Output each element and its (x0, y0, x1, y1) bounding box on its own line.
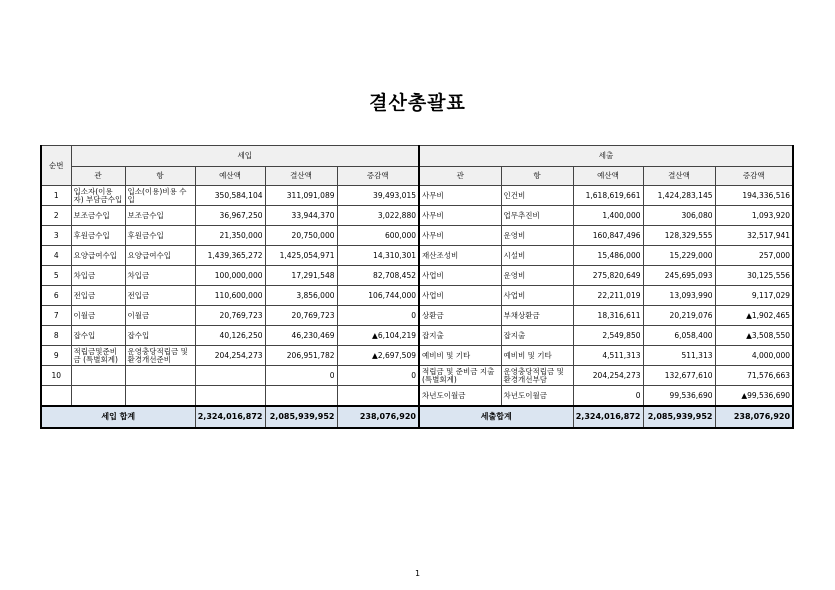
revenue-settlement-cell: 1,425,054,971 (265, 246, 337, 266)
expenditure-hang-header: 항 (501, 167, 573, 186)
expenditure-hang-cell: 예비비 및 기타 (501, 346, 573, 366)
table-row (41, 386, 793, 407)
expenditure-gwan-cell: 적립금 및 준비금 지출(특별회계) (419, 366, 501, 386)
expenditure-gwan-cell: 잡지출 (419, 326, 501, 346)
revenue-hang-cell (125, 366, 195, 386)
revenue-gwan-cell (71, 386, 125, 407)
revenue-hang-cell: 후원금수입 (125, 226, 195, 246)
table-row (41, 266, 793, 286)
revenue-gwan-header: 관 (71, 167, 125, 186)
revenue-total-settlement: 2,085,939,952 (265, 406, 337, 428)
expenditure-diff-cell: 1,093,920 (715, 206, 793, 226)
revenue-header: 세입 (71, 146, 419, 167)
revenue-budget-cell: 100,000,000 (195, 266, 265, 286)
expenditure-budget-cell: 204,254,273 (573, 366, 643, 386)
revenue-hang-cell: 이월금 (125, 306, 195, 326)
revenue-diff-cell: 600,000 (337, 226, 419, 246)
expenditure-settlement-cell: 1,424,283,145 (643, 186, 715, 206)
revenue-gwan-cell: 이월금 (71, 306, 125, 326)
expenditure-hang-cell: 운영비 (501, 266, 573, 286)
revenue-settlement-cell: 311,091,089 (265, 186, 337, 206)
expenditure-settlement-cell: 132,677,610 (643, 366, 715, 386)
order-header: 순번 (41, 146, 71, 186)
revenue-budget-cell: 21,350,000 (195, 226, 265, 246)
expenditure-gwan-cell: 차년도이월금 (419, 386, 501, 407)
table-row (41, 346, 793, 366)
expenditure-budget-cell: 1,400,000 (573, 206, 643, 226)
revenue-hang-cell (125, 386, 195, 407)
revenue-settlement-cell: 206,951,782 (265, 346, 337, 366)
revenue-diff-header: 증감액 (337, 167, 419, 186)
revenue-budget-cell: 350,584,104 (195, 186, 265, 206)
expenditure-total-settlement: 2,085,939,952 (643, 406, 715, 428)
table-row (41, 206, 793, 226)
expenditure-settlement-cell: 306,080 (643, 206, 715, 226)
order-cell: 3 (41, 226, 71, 246)
revenue-total-diff: 238,076,920 (337, 406, 419, 428)
expenditure-gwan-cell: 사업비 (419, 266, 501, 286)
revenue-settlement-cell: 46,230,469 (265, 326, 337, 346)
revenue-hang-cell: 차입금 (125, 266, 195, 286)
order-cell: 1 (41, 186, 71, 206)
revenue-diff-cell: 106,744,000 (337, 286, 419, 306)
expenditure-gwan-header: 관 (419, 167, 501, 186)
revenue-budget-cell (195, 366, 265, 386)
table-row (41, 286, 793, 306)
revenue-gwan-cell: 후원금수입 (71, 226, 125, 246)
expenditure-settlement-cell: 99,536,690 (643, 386, 715, 407)
expenditure-hang-cell: 운영충당적립금 및 환경개선부담 (501, 366, 573, 386)
expenditure-gwan-cell: 예비비 및 기타 (419, 346, 501, 366)
revenue-budget-cell: 110,600,000 (195, 286, 265, 306)
expenditure-gwan-cell: 상환금 (419, 306, 501, 326)
expenditure-diff-cell: 30,125,556 (715, 266, 793, 286)
expenditure-budget-cell: 15,486,000 (573, 246, 643, 266)
order-cell: 5 (41, 266, 71, 286)
revenue-settlement-cell: 20,769,723 (265, 306, 337, 326)
expenditure-hang-cell: 잡지출 (501, 326, 573, 346)
expenditure-total-label: 세출합계 (419, 406, 573, 428)
expenditure-hang-cell: 차년도이월금 (501, 386, 573, 407)
expenditure-settlement-cell: 13,093,990 (643, 286, 715, 306)
order-cell: 10 (41, 366, 71, 386)
revenue-settlement-cell: 20,750,000 (265, 226, 337, 246)
table-row (41, 246, 793, 266)
table-row (41, 366, 793, 386)
revenue-hang-header: 항 (125, 167, 195, 186)
revenue-diff-cell: 3,022,880 (337, 206, 419, 226)
revenue-hang-cell: 잡수입 (125, 326, 195, 346)
revenue-gwan-cell: 요양급여수입 (71, 246, 125, 266)
expenditure-gwan-cell: 사업비 (419, 286, 501, 306)
revenue-hang-cell: 운영충당적립금 및환경개선준비 (125, 346, 195, 366)
revenue-gwan-cell: 적립금및준비금 (특별회계) (71, 346, 125, 366)
expenditure-settlement-header: 결산액 (643, 167, 715, 186)
expenditure-budget-cell: 18,316,611 (573, 306, 643, 326)
revenue-budget-cell (195, 386, 265, 407)
order-cell: 9 (41, 346, 71, 366)
expenditure-gwan-cell: 사무비 (419, 206, 501, 226)
header-row-1 (41, 146, 793, 167)
expenditure-budget-cell: 22,211,019 (573, 286, 643, 306)
expenditure-settlement-cell: 128,329,555 (643, 226, 715, 246)
expenditure-settlement-cell: 6,058,400 (643, 326, 715, 346)
expenditure-budget-cell: 275,820,649 (573, 266, 643, 286)
revenue-gwan-cell: 전입금 (71, 286, 125, 306)
expenditure-diff-cell: ▲99,536,690 (715, 386, 793, 407)
expenditure-hang-cell: 부채상환금 (501, 306, 573, 326)
order-cell: 4 (41, 246, 71, 266)
revenue-hang-cell: 요양급여수입 (125, 246, 195, 266)
expenditure-hang-cell: 사업비 (501, 286, 573, 306)
expenditure-settlement-cell: 245,695,093 (643, 266, 715, 286)
revenue-settlement-cell: 0 (265, 366, 337, 386)
revenue-diff-cell: 82,708,452 (337, 266, 419, 286)
revenue-settlement-cell (265, 386, 337, 407)
expenditure-hang-cell: 시설비 (501, 246, 573, 266)
expenditure-settlement-cell: 20,219,076 (643, 306, 715, 326)
expenditure-diff-cell: 71,576,663 (715, 366, 793, 386)
revenue-diff-cell: ▲2,697,509 (337, 346, 419, 366)
order-cell: 8 (41, 326, 71, 346)
expenditure-budget-header: 예산액 (573, 167, 643, 186)
revenue-hang-cell: 보조금수입 (125, 206, 195, 226)
revenue-budget-cell: 1,439,365,272 (195, 246, 265, 266)
revenue-budget-cell: 36,967,250 (195, 206, 265, 226)
revenue-settlement-header: 결산액 (265, 167, 337, 186)
expenditure-budget-cell: 0 (573, 386, 643, 407)
revenue-gwan-cell: 입소자(이용자) 부담금수입 (71, 186, 125, 206)
revenue-diff-cell (337, 386, 419, 407)
settlement-summary-table (40, 145, 794, 429)
revenue-total-budget: 2,324,016,872 (195, 406, 265, 428)
expenditure-budget-cell: 160,847,496 (573, 226, 643, 246)
expenditure-diff-cell: 194,336,516 (715, 186, 793, 206)
revenue-budget-cell: 20,769,723 (195, 306, 265, 326)
revenue-total-label: 세입 합계 (41, 406, 195, 428)
revenue-diff-cell: ▲6,104,219 (337, 326, 419, 346)
revenue-budget-header: 예산액 (195, 167, 265, 186)
expenditure-gwan-cell: 재산조성비 (419, 246, 501, 266)
order-cell: 6 (41, 286, 71, 306)
revenue-budget-cell: 40,126,250 (195, 326, 265, 346)
order-cell: 2 (41, 206, 71, 226)
expenditure-settlement-cell: 15,229,000 (643, 246, 715, 266)
header-row-2 (41, 167, 793, 186)
order-cell: 7 (41, 306, 71, 326)
expenditure-diff-cell: 9,117,029 (715, 286, 793, 306)
revenue-diff-cell: 0 (337, 366, 419, 386)
expenditure-gwan-cell: 사무비 (419, 186, 501, 206)
revenue-gwan-cell (71, 366, 125, 386)
expenditure-budget-cell: 1,618,619,661 (573, 186, 643, 206)
expenditure-diff-cell: 4,000,000 (715, 346, 793, 366)
expenditure-diff-cell: 257,000 (715, 246, 793, 266)
expenditure-settlement-cell: 511,313 (643, 346, 715, 366)
expenditure-gwan-cell: 사무비 (419, 226, 501, 246)
expenditure-diff-cell: ▲1,902,465 (715, 306, 793, 326)
expenditure-budget-cell: 4,511,313 (573, 346, 643, 366)
table-row (41, 326, 793, 346)
revenue-budget-cell: 204,254,273 (195, 346, 265, 366)
revenue-diff-cell: 0 (337, 306, 419, 326)
expenditure-diff-header: 증감액 (715, 167, 793, 186)
table-row (41, 226, 793, 246)
expenditure-hang-cell: 인건비 (501, 186, 573, 206)
expenditure-hang-cell: 운영비 (501, 226, 573, 246)
revenue-gwan-cell: 보조금수입 (71, 206, 125, 226)
revenue-diff-cell: 14,310,301 (337, 246, 419, 266)
revenue-diff-cell: 39,493,015 (337, 186, 419, 206)
expenditure-total-budget: 2,324,016,872 (573, 406, 643, 428)
expenditure-header: 세출 (419, 146, 793, 167)
table-row (41, 306, 793, 326)
revenue-settlement-cell: 17,291,548 (265, 266, 337, 286)
page-title: 결산총괄표 (369, 92, 466, 114)
revenue-settlement-cell: 33,944,370 (265, 206, 337, 226)
expenditure-total-diff: 238,076,920 (715, 406, 793, 428)
expenditure-hang-cell: 업무추진비 (501, 206, 573, 226)
order-cell (41, 386, 71, 407)
page-number: 1 (414, 569, 421, 578)
revenue-hang-cell: 전입금 (125, 286, 195, 306)
revenue-settlement-cell: 3,856,000 (265, 286, 337, 306)
expenditure-budget-cell: 2,549,850 (573, 326, 643, 346)
expenditure-diff-cell: 32,517,941 (715, 226, 793, 246)
revenue-hang-cell: 입소(이용)비용 수입 (125, 186, 195, 206)
revenue-gwan-cell: 차입금 (71, 266, 125, 286)
table-row (41, 186, 793, 206)
expenditure-diff-cell: ▲3,508,550 (715, 326, 793, 346)
revenue-gwan-cell: 잡수입 (71, 326, 125, 346)
totals-row (41, 406, 793, 428)
